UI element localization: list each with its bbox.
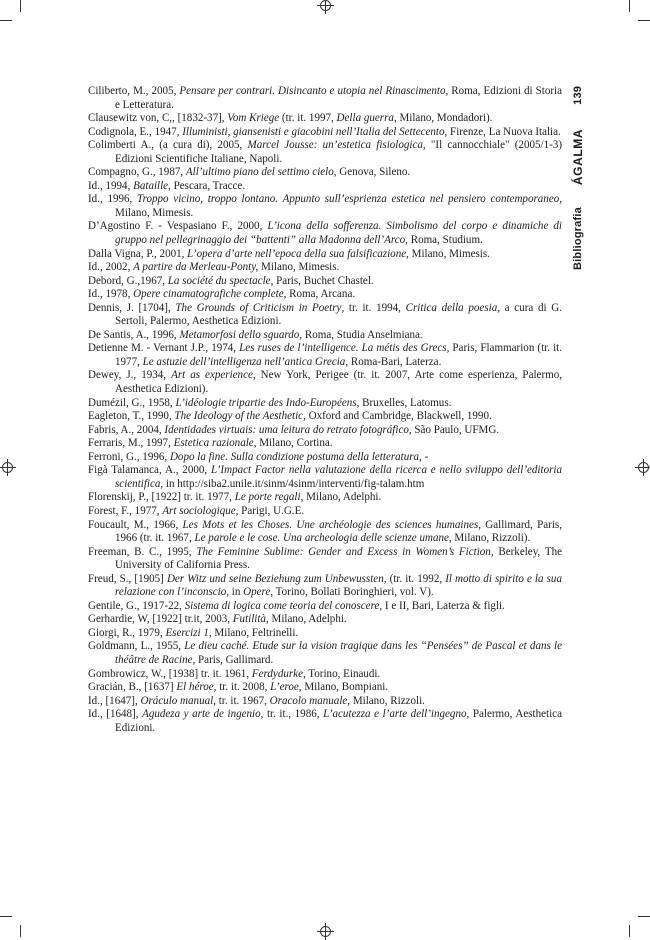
crop-mark [20, 0, 21, 12]
entry-text: Id., 1978, [88, 288, 134, 301]
entry-title: The Grounds of Criticism in Poetry [175, 301, 342, 314]
bibliography-entry [88, 437, 562, 451]
entry-title: Vom Kriege [227, 112, 280, 125]
entry-text: Id., 2002, [88, 261, 134, 274]
bibliography-entry [88, 112, 562, 126]
crop-mark [20, 925, 21, 937]
entry-title: L’eroe [270, 681, 299, 694]
bibliography-entry [88, 302, 562, 329]
entry-text: Eagleton, T., 1990, [88, 410, 175, 423]
entry-text: , Roma, Edizioni di Storia e Letteratura. [115, 85, 562, 111]
entry-title: Troppo vicino, troppo lontano. Appunto sull’esprienza estetica nel pensiero contemporaneo [137, 193, 560, 206]
entry-text: , Milano, Feltrinelli. [208, 626, 299, 639]
bibliography-entry [88, 505, 562, 519]
entry-title: L’Impact Factor nella valutazione della ricerca e nello sviluppo dell’editoria scientifica, [115, 464, 562, 490]
entry-text: Dennis, J. [1704], [88, 301, 176, 314]
bibliography-entry [88, 288, 562, 302]
entry-title: , Critica della poesia [398, 301, 498, 314]
entry-text: , Milano, Mimesis. [115, 193, 563, 219]
bibliography-entry [88, 491, 562, 505]
entry-text: , Milano, Rizzoli. [347, 694, 425, 707]
bibliography-entry [88, 275, 562, 289]
bibliography-entry [88, 261, 562, 275]
bibliography-entry [88, 220, 562, 247]
entry-text: , New York, Perigee (tr. it. 2007, Arte come esperienza, Palermo, Aesthetica Edizioni). [115, 369, 562, 396]
entry-text: , Paris, Gallimard. [192, 653, 274, 666]
entry-title: A partire da Merleau-Ponty, [133, 261, 259, 274]
entry-text: Figà Talamanca, A., 2000, [88, 464, 211, 477]
bibliography-entry [88, 640, 562, 667]
entry-title: Les Mots et les Choses. Une archéologie des sciences humaines [182, 518, 479, 531]
registration-mark-icon [320, 0, 331, 11]
entry-title: Art as experience [171, 369, 253, 382]
entry-title: Dopo la fine. Sulla condizione postuma della letteratura [169, 450, 420, 463]
entry-text: De Santis, A., 1996, [88, 328, 180, 341]
entry-text: , Torino, Einaudi. [302, 667, 381, 680]
bibliography-entry [88, 397, 562, 411]
entry-text: in http://siba2.unile.it/sinm/4sinm/interventi/fig-talam.htm [163, 477, 425, 490]
entry-text: Gentile, G., 1917-22, [88, 599, 185, 612]
entry-title: Oráculo manual [140, 694, 214, 707]
running-head [568, 40, 588, 270]
entry-text: , Paris, Buchet Chastel. [270, 274, 374, 287]
bibliography-entry [88, 613, 562, 627]
entry-text: , Palermo, Aesthetica Edizioni. [115, 708, 562, 734]
bibliography-entry [88, 681, 562, 695]
entry-title: Metamorfosi dello sguardo [179, 328, 300, 341]
entry-text: Dalla Vigna, P., 2001, [88, 247, 188, 260]
bibliography-entry [88, 342, 562, 369]
entry-text: Giorgi, R., 1979, [88, 626, 166, 639]
entry-text: Compagno, G., 1987, [88, 166, 186, 179]
entry-text: , in [226, 586, 244, 599]
entry-title: Agudeza y arte de ingenio [142, 708, 261, 721]
entry-text: , tr. it. 1994 [341, 301, 399, 314]
entry-text: , tr. it., 1986, [260, 708, 324, 721]
entry-text: , Paris, Flammarion (tr. it. 1977, [115, 342, 562, 368]
bibliography-entry [88, 329, 562, 343]
bibliography-entry [88, 668, 562, 682]
entry-text: , Roma, Studium. [405, 234, 483, 247]
entry-text: Dewey, J., 1934, [88, 369, 172, 382]
entry-text: Florenskij, P., [1922] tr. it. 1977, [88, 491, 235, 504]
bibliography-entry [88, 519, 562, 546]
entry-title: L’acutezza e l’arte dell’ingegno [323, 708, 467, 721]
registration-mark-icon [638, 462, 649, 473]
crop-mark [629, 0, 630, 12]
entry-title: Le astuzie dell’intelligenza nell’antica Grecia [142, 355, 346, 368]
entry-title: Les ruses de l’intelligence. La métis des Grecs [239, 342, 447, 355]
entry-text: Id., [1647], [88, 694, 141, 707]
entry-title: Marcel Jousse: un’estetica fisiologica, [247, 139, 426, 152]
entry-text: , Torino, Bollati Boringhieri, vol. V). [270, 586, 434, 599]
entry-title: Futilità [232, 613, 266, 626]
bibliography-entry [88, 573, 562, 600]
entry-text: Goldmann, L., 1955, [88, 640, 185, 653]
entry-title: Illuministi, giansenisti e giacobini nell’Italia del Settecento [182, 125, 445, 138]
entry-text: Debord, G.,1967, [88, 274, 168, 287]
entry-title: L’opera d’arte nell’epoca della sua falsificazione [187, 247, 407, 260]
entry-title: Opere [243, 586, 271, 599]
entry-text: Dumézil, G., 1958, [88, 396, 176, 409]
entry-title: Pensare per contrari. Disincanto e utopia nel Rinascimento [179, 85, 446, 97]
entry-text: Ciliberto, M., 2005, [88, 85, 180, 97]
entry-text: Berkeley, The University of California Press. [115, 545, 562, 572]
entry-text: , Milano, Mimesis. [406, 247, 490, 260]
bibliography-entry [88, 695, 562, 709]
page-number: 139 [572, 85, 584, 105]
entry-title: Sistema di logica come teoria del conoscere, [184, 599, 383, 612]
entry-text: , Milano, Bompiani. [298, 681, 389, 694]
entry-text: Detienne M. - Vernant J.P., 1974, [88, 342, 240, 355]
entry-text: Freeman, B. C., 1995, [88, 545, 197, 558]
bibliography-entry [88, 193, 562, 220]
entry-text: , - [419, 450, 429, 463]
bibliography-entry [88, 546, 562, 573]
entry-text: Gerhardie, W, [1922] tr.it, 2003, [88, 613, 233, 626]
crop-mark [629, 925, 630, 937]
bibliography-entry [88, 248, 562, 262]
bibliography-entry [88, 708, 562, 735]
entry-title: L’icona della sofferenza. Simbolismo del corpo e dinamiche di gruppo nel pellegrinaggio dei “battenti” alla Madonna dell’Arco [115, 220, 562, 247]
entry-text: Fabris, A., 2004, [88, 423, 165, 436]
entry-title: Estetica razionale [173, 437, 254, 450]
bibliography-entry [88, 180, 562, 194]
registration-mark-icon [320, 926, 331, 937]
entry-text: Codignola, E., 1947, [88, 125, 183, 138]
entry-text: Foucault, M., 1966, [88, 518, 183, 531]
entry-title: All’ultimo piano del settimo cielo [185, 166, 334, 179]
entry-text: D’Agostino F. - Vespasiano F., 2000, [88, 220, 268, 233]
entry-text: Oxford and Cambridge, Blackwell, 1990. [305, 410, 492, 423]
entry-title: Esercizi 1 [165, 626, 209, 639]
entry-text: , tr. it. 1967, [213, 694, 270, 707]
entry-text: , São Paulo, UFMG. [408, 423, 500, 436]
bibliography-entry [88, 126, 562, 140]
entry-title: Il motto di spirito e la sua relazione con l’inconscio [115, 572, 562, 599]
running-head-section: Bibliografia [572, 207, 584, 270]
entry-text: Milano, Mimesis. [258, 261, 340, 274]
entry-text: Id., 1996, [88, 193, 138, 206]
entry-text: , Roma, Arcana. [283, 288, 356, 301]
entry-title: The Feminine Sublime: Gender and Excess in Women’s Fiction, [196, 545, 494, 558]
bibliography-entry [88, 627, 562, 641]
entry-text: , Genova, Sileno. [333, 166, 411, 179]
entry-text: , Parigi, U.G.E. [235, 504, 305, 517]
entry-title: Della guerra [336, 112, 394, 125]
bibliography-entry [88, 369, 562, 396]
entry-text: , Milano, Rizzoli). [448, 532, 531, 545]
entry-text: Ferraris, M., 1997, [88, 437, 174, 450]
bibliography-entry [88, 166, 562, 180]
entry-title: La société du spectacle [167, 274, 271, 287]
entry-title: Bataille [133, 179, 169, 192]
entry-text: Ferroni, G., 1996, [88, 450, 170, 463]
entry-text: Freud, S., [1905] [88, 572, 167, 585]
bibliography-list [88, 85, 562, 735]
entry-title: Art sociologique [162, 504, 236, 517]
bibliography-entry [88, 424, 562, 438]
crop-mark [638, 916, 650, 917]
entry-text: , Roma-Bari, Laterza. [345, 355, 442, 368]
bibliography-entry [88, 85, 562, 112]
entry-text: Clausewitz von, C,, [1832-37], [88, 112, 228, 125]
entry-title: L’idéologie tripartie des Indo-Européens, [175, 396, 360, 409]
entry-title: Ferdydurke [251, 667, 303, 680]
entry-text: "Il cannocchiale" (2005/1-3) Edizioni Scientifiche Italiane, Napoli. [115, 139, 562, 165]
entry-title: Identidades virtuais: uma leitura do retrato fotográfico [164, 423, 409, 436]
bibliography-entry [88, 410, 562, 424]
entry-text: Bruxelles, Latomus. [359, 396, 452, 409]
crop-mark [0, 20, 12, 21]
entry-title: Der Witz und seine Beziehung zum Unbewussten [166, 572, 384, 585]
running-head-journal: ÁGALMA [571, 128, 585, 186]
crop-mark [638, 20, 650, 21]
entry-title: Oracolo manuale [269, 694, 348, 707]
entry-text: , Milano, Adelphi. [300, 491, 382, 504]
crop-mark [0, 916, 12, 917]
entry-title: Opere cinamatografiche complete [133, 288, 284, 301]
bibliography-entry [88, 464, 562, 491]
registration-mark-icon [2, 462, 13, 473]
entry-text: , Milano, Adelphi. [265, 613, 347, 626]
entry-text: , Roma, Studia Anselmiana. [299, 328, 423, 341]
bibliography-entry [88, 139, 562, 166]
entry-title: Le parole e le cose. Una archeologia delle scienze umane [194, 532, 449, 545]
entry-text: Forest, F., 1977, [88, 504, 163, 517]
entry-text: Id., [1648], [88, 708, 143, 721]
entry-text: I e II, Bari, Laterza & figli. [382, 599, 505, 612]
entry-text: , Pescara, Tracce. [168, 179, 246, 192]
entry-text: Colimberti A., (a cura di), 2005, [88, 139, 248, 152]
entry-text: , a cura di G. Sertoli, Palermo, Aesthetica Edizioni. [115, 301, 562, 328]
entry-text: , (tr. it. 1992, [383, 572, 446, 585]
entry-text: , Milano, Cortina. [253, 437, 333, 450]
entry-text: , Milano, Mondadori). [393, 112, 493, 125]
entry-text: Gracián, B., [1637] [88, 681, 177, 694]
entry-text: (tr. it. 1997, [279, 112, 337, 125]
entry-text: , Firenze, La Nuova Italia. [444, 125, 561, 138]
entry-title: The Ideology of the Aesthetic, [174, 410, 306, 423]
entry-title: Le dieu caché. Etude sur la vision tragique dans les “Pensées” de Pascal et dans le théâtre de Racine [115, 640, 562, 666]
entry-text: Gombrowicz, W., [1938] tr. it. 1961, [88, 667, 252, 680]
entry-text: Id., 1994, [88, 179, 134, 192]
entry-text: tr. it. 2008, [216, 681, 271, 694]
bibliography-entry [88, 600, 562, 614]
entry-title: Le porte regali [234, 491, 301, 504]
entry-title: El héroe, [176, 681, 217, 694]
bibliography-entry [88, 451, 562, 465]
entry-text: , Gallimard, Paris, 1966 (tr. it. 1967, [115, 518, 562, 545]
